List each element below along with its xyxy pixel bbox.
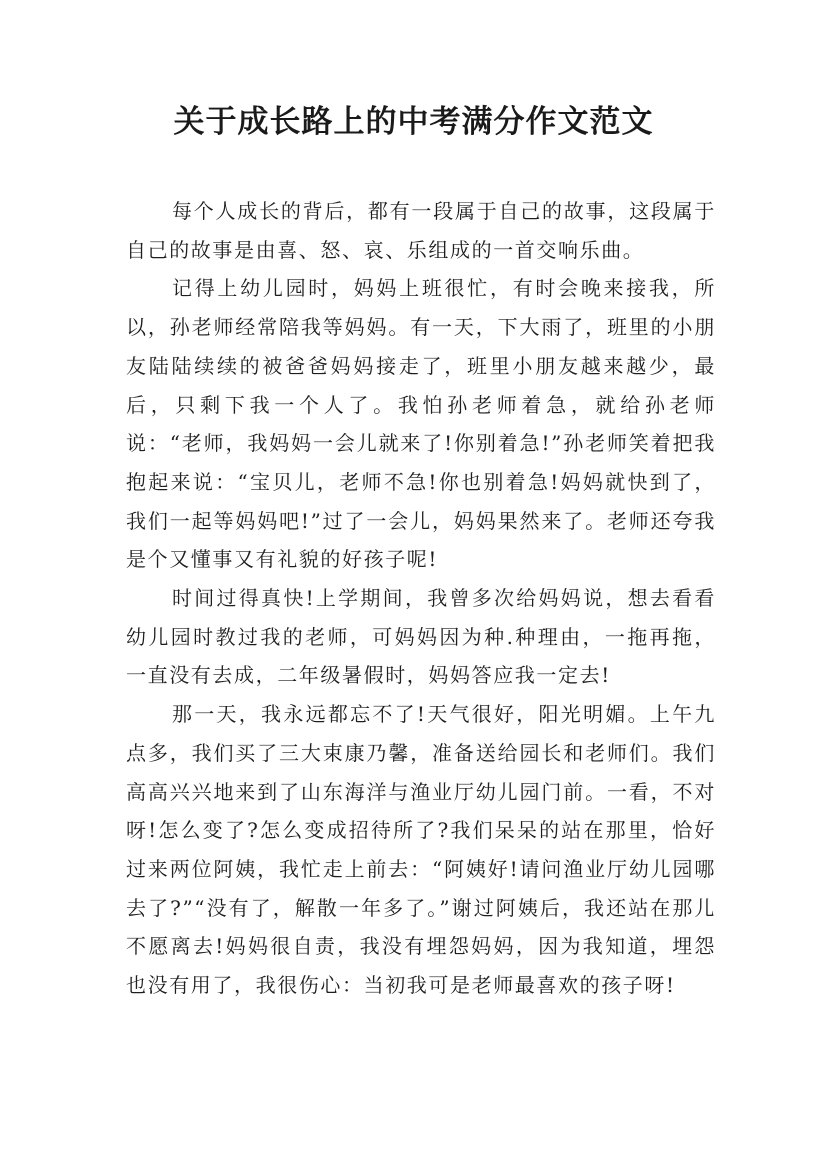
document-title: 关于成长路上的中考满分作文范文 [173, 104, 654, 140]
paragraph: 每个人成长的背后，都有一段属于自己的故事，这段属于自己的故事是由喜、怒、哀、乐组成的一首交响乐曲。 [126, 199, 716, 262]
paragraph: 记得上幼儿园时，妈妈上班很忙，有时会晚来接我，所以，孙老师经常陪我等妈妈。有一天，下大雨了，班里的小朋友陆陆续续的被爸爸妈妈接走了，班里小朋友越来越少，最后，只剩下我一个人了。我怕孙老师着急，就给孙老师说：“老师，我妈妈一会儿就来了!你别着急!”孙老师笑着把我抱起来说：“宝贝儿，老师不急!你也别着急!妈妈就快到了，我们一起等妈妈吧!”过了一会儿，妈妈果然来了。老师还夸我是个又懂事又有礼貌的好孩子呢! [126, 276, 716, 572]
document-body [126, 192, 716, 1005]
paragraph: 时间过得真快!上学期间，我曾多次给妈妈说，想去看看幼儿园时教过我的老师，可妈妈因为种.种理由，一拖再拖，一直没有去成，二年级暑假时，妈妈答应我一定去! [126, 586, 716, 688]
paragraph: 那一天，我永远都忘不了!天气很好，阳光明媚。上午九点多，我们买了三大束康乃馨，准备送给园长和老师们。我们高高兴兴地来到了山东海洋与渔业厅幼儿园门前。一看，不对呀!怎么变了?怎么变成招待所了?我们呆呆的站在那里，恰好过来两位阿姨，我忙走上前去：“阿姨好!请问渔业厅幼儿园哪去了?”“没有了，解散一年多了。”谢过阿姨后，我还站在那儿不愿离去!妈妈很自责，我没有埋怨妈妈，因为我知道，埋怨也没有用了，我很伤心：当初我可是老师最喜欢的孩子呀! [126, 702, 716, 998]
